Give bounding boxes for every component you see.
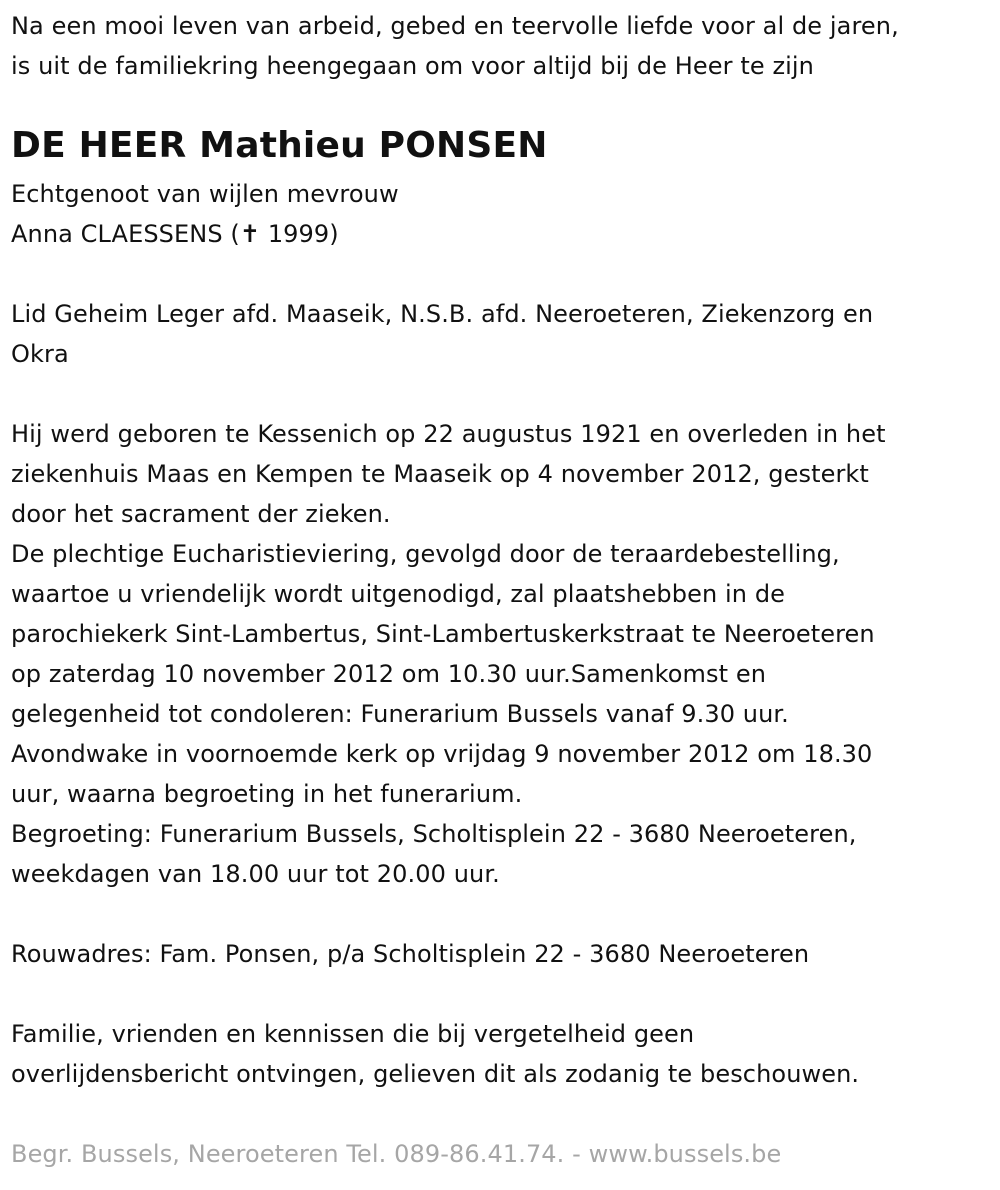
- details-line: ziekenhuis Maas en Kempen te Maaseik op 4 november 2012, gesterkt: [11, 460, 869, 488]
- details-line: waartoe u vriendelijk wordt uitgenodigd, zal plaatshebben in de: [11, 580, 786, 608]
- membership-line-2: Okra: [11, 340, 69, 368]
- intro-line-2: is uit de familiekring heengegaan om voor altijd bij de Heer te zijn: [11, 52, 814, 80]
- details-line: De plechtige Eucharistieviering, gevolgd door de teraardebestelling,: [11, 540, 840, 568]
- details-line: Avondwake in voornoemde kerk op vrijdag 9 november 2012 om 18.30: [11, 740, 873, 768]
- details-line: Hij werd geboren te Kessenich op 22 augustus 1921 en overleden in het: [11, 420, 886, 448]
- spouse-line-2: [11, 214, 339, 254]
- notice-line-1: Familie, vrienden en kennissen die bij vergetelheid geen: [11, 1020, 695, 1048]
- details-line: gelegenheid tot condoleren: Funerarium Bussels vanaf 9.30 uur.: [11, 700, 789, 728]
- spouse-name: Anna CLAESSENS (: [11, 220, 240, 248]
- mourning-address: Rouwadres: Fam. Ponsen, p/a Scholtisplein 22 - 3680 Neeroeteren: [11, 940, 810, 968]
- spouse-year: 1999): [267, 220, 339, 248]
- cross-icon: ✝: [239, 220, 261, 248]
- intro-line-1: Na een mooi leven van arbeid, gebed en teervolle liefde voor al de jaren,: [11, 12, 899, 40]
- notice-line-2: overlijdensbericht ontvingen, gelieven dit als zodanig te beschouwen.: [11, 1060, 860, 1088]
- spouse-line-1: Echtgenoot van wijlen mevrouw: [11, 180, 399, 208]
- details-line: op zaterdag 10 november 2012 om 10.30 uur.Samenkomst en: [11, 660, 767, 688]
- membership-line-1: Lid Geheim Leger afd. Maaseik, N.S.B. afd. Neeroeteren, Ziekenzorg en: [11, 300, 874, 328]
- funeral-home-footer: Begr. Bussels, Neeroeteren Tel. 089-86.41.74. - www.bussels.be: [11, 1140, 782, 1168]
- details-line: uur, waarna begroeting in het funerarium.: [11, 780, 523, 808]
- details-line: Begroeting: Funerarium Bussels, Scholtisplein 22 - 3680 Neeroeteren,: [11, 820, 857, 848]
- deceased-name: DE HEER Mathieu PONSEN: [11, 125, 548, 166]
- details-line: door het sacrament der zieken.: [11, 500, 391, 528]
- details-line: weekdagen van 18.00 uur tot 20.00 uur.: [11, 860, 500, 888]
- details-line: parochiekerk Sint-Lambertus, Sint-Lambertuskerkstraat te Neeroeteren: [11, 620, 875, 648]
